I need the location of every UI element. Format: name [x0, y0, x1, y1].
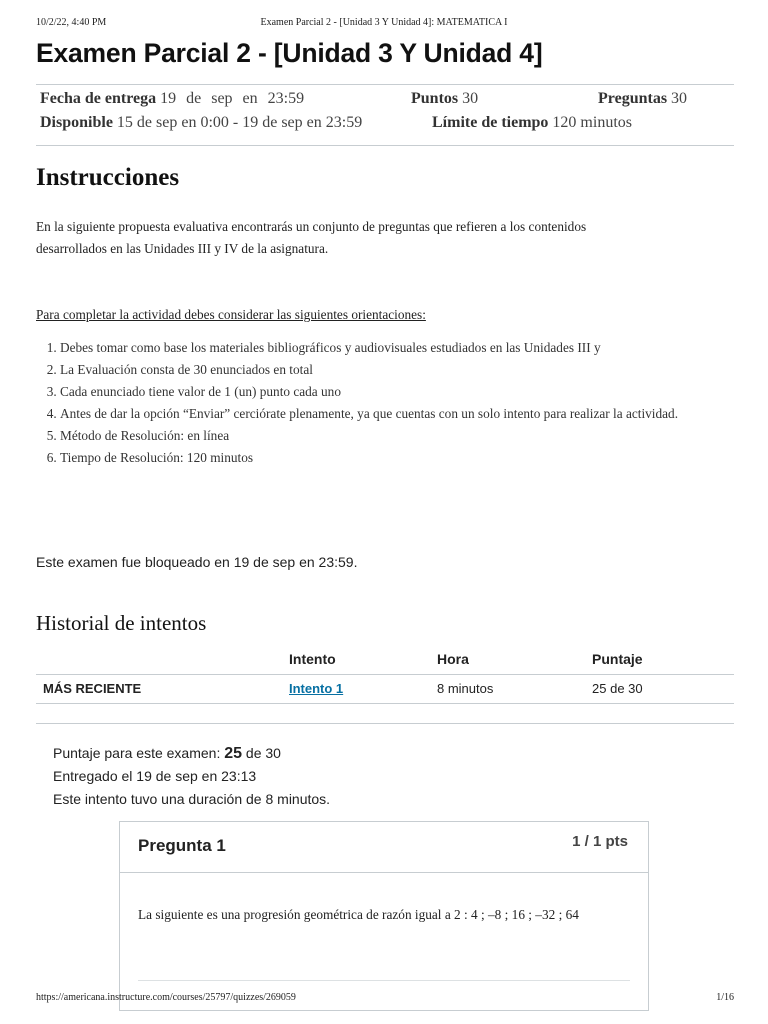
divider	[36, 145, 734, 146]
print-footer	[0, 992, 768, 1006]
row-label: MÁS RECIENTE	[43, 681, 142, 696]
print-url: https://americana.instructure.com/courses/25797/quizzes/269059	[36, 992, 296, 1003]
page-number: 1/16	[716, 992, 734, 1003]
score-cell	[592, 681, 643, 696]
questions-label: Preguntas	[598, 90, 668, 107]
due-date	[40, 90, 304, 108]
divider	[36, 84, 734, 85]
instructions-line: En la siguiente propuesta evaluativa encontrarás un conjunto de preguntas que refieren a los contenidos	[36, 219, 587, 234]
submitted-line: Entregado el 19 de sep en 23:13	[53, 768, 257, 784]
attempt-link[interactable]: Intento 1	[289, 681, 344, 696]
locked-message: Este examen fue bloqueado en 19 de sep en 23:59.	[36, 554, 358, 570]
column-header-attempt: Intento	[289, 651, 336, 667]
page-title: Examen Parcial 2 - [Unidad 3 Y Unidad 4]	[36, 38, 543, 68]
question-title: Pregunta 1	[138, 836, 226, 855]
score-summary	[53, 742, 330, 811]
history-heading: Historial de intentos	[36, 611, 207, 635]
availability	[40, 114, 362, 132]
time-limit	[432, 114, 632, 132]
divider	[36, 723, 734, 724]
questions-value: 30	[671, 90, 688, 107]
score-line	[53, 742, 330, 765]
time-limit-label: Límite de tiempo	[432, 114, 549, 131]
score-suffix: de 30	[245, 745, 281, 761]
question-points: 1 / 1 pts	[572, 833, 628, 850]
instructions-line: desarrollados en las Unidades III y IV de la asignatura.	[36, 241, 329, 256]
instructions-paragraph	[36, 216, 734, 260]
list-item: 1. Debes tomar como base los materiales bibliográficos y audiovisuales estudiados en las Unidades III y	[60, 337, 734, 359]
points-label: Puntos	[411, 90, 459, 107]
due-date-value: 19 de sep en 23:59	[160, 90, 305, 107]
print-doc-title: Examen Parcial 2 - [Unidad 3 Y Unidad 4]: MATEMATICA I	[260, 17, 508, 28]
points	[411, 90, 478, 108]
orientation-title: Para completar la actividad debes considerar las siguientes orientaciones:	[36, 307, 426, 322]
availability-value: 15 de sep en 0:00 - 19 de sep en 23:59	[116, 114, 363, 131]
score-prefix: Puntaje para este examen:	[53, 745, 221, 761]
score-number: 25	[224, 745, 243, 762]
question-header	[120, 822, 648, 873]
attempt-cell	[289, 681, 343, 696]
orientation-list	[36, 337, 734, 469]
duration-line: Este intento tuvo una duración de 8 minutos.	[53, 791, 331, 807]
question-text: La siguiente es una progresión geométrica de razón igual a 2 : 4 ; –8 ; 16 ; –32 ; 64	[138, 907, 579, 922]
questions-count	[598, 90, 687, 108]
column-header-score: Puntaje	[592, 651, 643, 667]
time-limit-value: 120 minutos	[552, 114, 632, 131]
list-item: 2. La Evaluación consta de 30 enunciados en total	[60, 359, 734, 381]
print-date: 10/2/22, 4:40 PM	[36, 17, 107, 28]
table-divider	[36, 674, 734, 675]
question-card	[119, 821, 649, 1011]
list-item: 5. Método de Resolución: en línea	[60, 425, 734, 447]
list-item: 6. Tiempo de Resolución: 120 minutos	[60, 447, 734, 469]
points-value: 30	[462, 90, 479, 107]
availability-label: Disponible	[40, 114, 113, 131]
list-item: 4. Antes de dar la opción “Enviar” cerciórate plenamente, ya que cuentas con un solo intento para realizar la actividad.	[60, 403, 734, 425]
score-value: 25	[592, 681, 607, 696]
instructions-heading: Instrucciones	[36, 164, 180, 191]
time-cell: 8 minutos	[437, 681, 494, 696]
print-header	[0, 17, 768, 31]
table-divider	[36, 703, 734, 704]
score-total: de 30	[610, 681, 643, 696]
divider	[138, 980, 630, 981]
column-header-time: Hora	[437, 651, 469, 667]
list-item: 3. Cada enunciado tiene valor de 1 (un) punto cada uno	[60, 381, 734, 403]
due-date-label: Fecha de entrega	[40, 90, 157, 107]
